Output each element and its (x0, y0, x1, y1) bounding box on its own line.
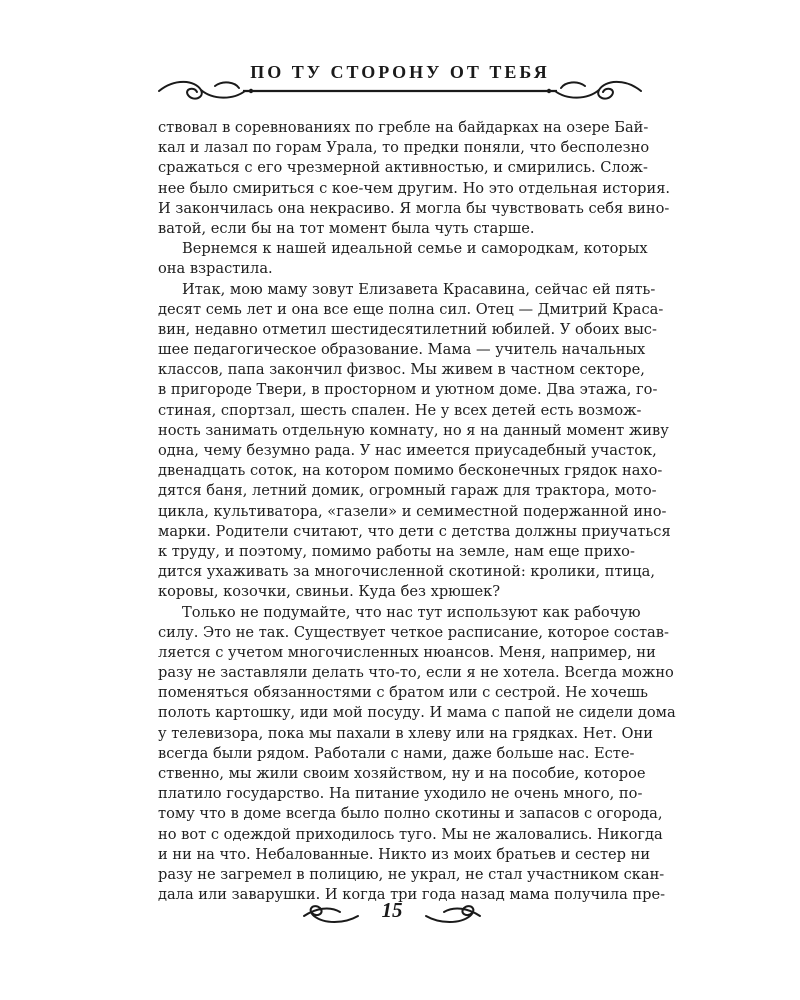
text-line: дится ухаживать за многочисленной скотиной: кролики, птица, (158, 563, 656, 581)
text-line: тому что в доме всегда было полно скотины и запасов с огорода, (158, 805, 663, 823)
text-line: Вернемся к нашей идеальной семье и самородкам, которых (182, 240, 648, 258)
text-line: к труду, и поэтому, помимо работы на земле, нам еще прихо- (158, 542, 635, 560)
text-line: кал и лазал по горам Урала, то предки поняли, что бесполезно (158, 139, 650, 157)
text-line: разу не загремел в полицию, не украл, не стал участником скан- (158, 865, 665, 883)
text-line: сражаться с его чрезмерной активностью, и смирились. Слож- (158, 159, 648, 177)
text-line: нее было смириться с кое-чем другим. Но это отдельная история. (158, 179, 671, 197)
text-line: но вот с одеждой приходилось туго. Мы не жаловались. Никогда (158, 825, 663, 843)
text-line: цикла, культиватора, «газели» и семиместной подержанной ино- (158, 502, 667, 520)
text-line: всегда были рядом. Работали с нами, даже больше нас. Есте- (158, 744, 635, 762)
text-line: ственно, мы жили своим хозяйством, ну и на пособие, которое (158, 765, 646, 782)
text-line: и ни на что. Небалованные. Никто из моих братьев и сестер ни (158, 845, 651, 863)
text-line: дала или заварушки. И когда три года назад мама получила пре- (158, 886, 666, 904)
text-line: вин, недавно отметил шестидесятилетний юбилей. У обоих выс- (158, 320, 657, 338)
text-line: классов, папа закончил физвос. Мы живем в частном секторе, (158, 361, 645, 379)
text-line: И закончилась она некрасиво. Я могла бы чувствовать себя вино- (158, 199, 670, 217)
text-line: шее педагогическое образование. Мама — учитель начальных (158, 341, 646, 359)
text-line: стиная, спортзал, шесть спален. Не у всех детей есть возмож- (158, 401, 642, 419)
text-line: поменяться обязанностями с братом или с сестрой. Не хочешь (158, 684, 648, 702)
text-line: разу не заставляли делать что-то, если я не хотела. Всегда можно (158, 664, 674, 682)
text-line: ствовал в соревнованиях по гребле на байдарках на озере Бай- (158, 119, 649, 136)
text-line: ватой, если бы на тот момент была чуть старше. (158, 219, 535, 237)
text-line: коровы, козочки, свиньи. Куда без хрюшек? (158, 583, 501, 601)
header-flourish-ornament (155, 76, 645, 106)
page-number: 15 (381, 898, 403, 922)
running-header-title: ПО ТУ СТОРОНУ ОТ ТЕБЯ (250, 62, 550, 82)
text-line: десят семь лет и она все еще полна сил. Отец — Дмитрий Краса- (158, 300, 664, 318)
text-line: полоть картошку, иди мой посуду. И мама с папой не сидели дома (158, 704, 676, 722)
text-line: у телевизора, пока мы пахали в хлеву или на грядках. Нет. Они (158, 724, 653, 742)
text-line: двенадцать соток, на котором помимо бесконечных грядок нахо- (158, 462, 663, 480)
text-line: силу. Это не так. Существует четкое расписание, которое состав- (158, 623, 669, 641)
text-line: она взрастила. (158, 260, 273, 278)
text-line: марки. Родители считают, что дети с детства должны приучаться (158, 522, 671, 540)
text-line: Только не подумайте, что нас тут используют как рабочую (182, 603, 641, 621)
body-text (158, 118, 676, 905)
text-line: платило государство. На питание уходило не очень много, по- (158, 785, 643, 803)
text-line: одна, чему безумно рада. У нас имеется приусадебный участок, (158, 442, 657, 459)
text-line: дятся баня, летний домик, огромный гараж для трактора, мото- (158, 482, 657, 500)
text-line: в пригороде Твери, в просторном и уютном доме. Два этажа, го- (158, 381, 658, 399)
footer-right-flourish-ornament (424, 904, 484, 926)
page-footer (0, 896, 800, 932)
footer-left-flourish-ornament (300, 904, 360, 926)
text-line: ность занимать отдельную комнату, но я на данный момент живу (158, 421, 669, 439)
text-line: Итак, мою маму зовут Елизавета Красавина, сейчас ей пять- (182, 280, 656, 298)
text-line: ляется с учетом многочисленных нюансов. Меня, например, ни (158, 643, 656, 661)
